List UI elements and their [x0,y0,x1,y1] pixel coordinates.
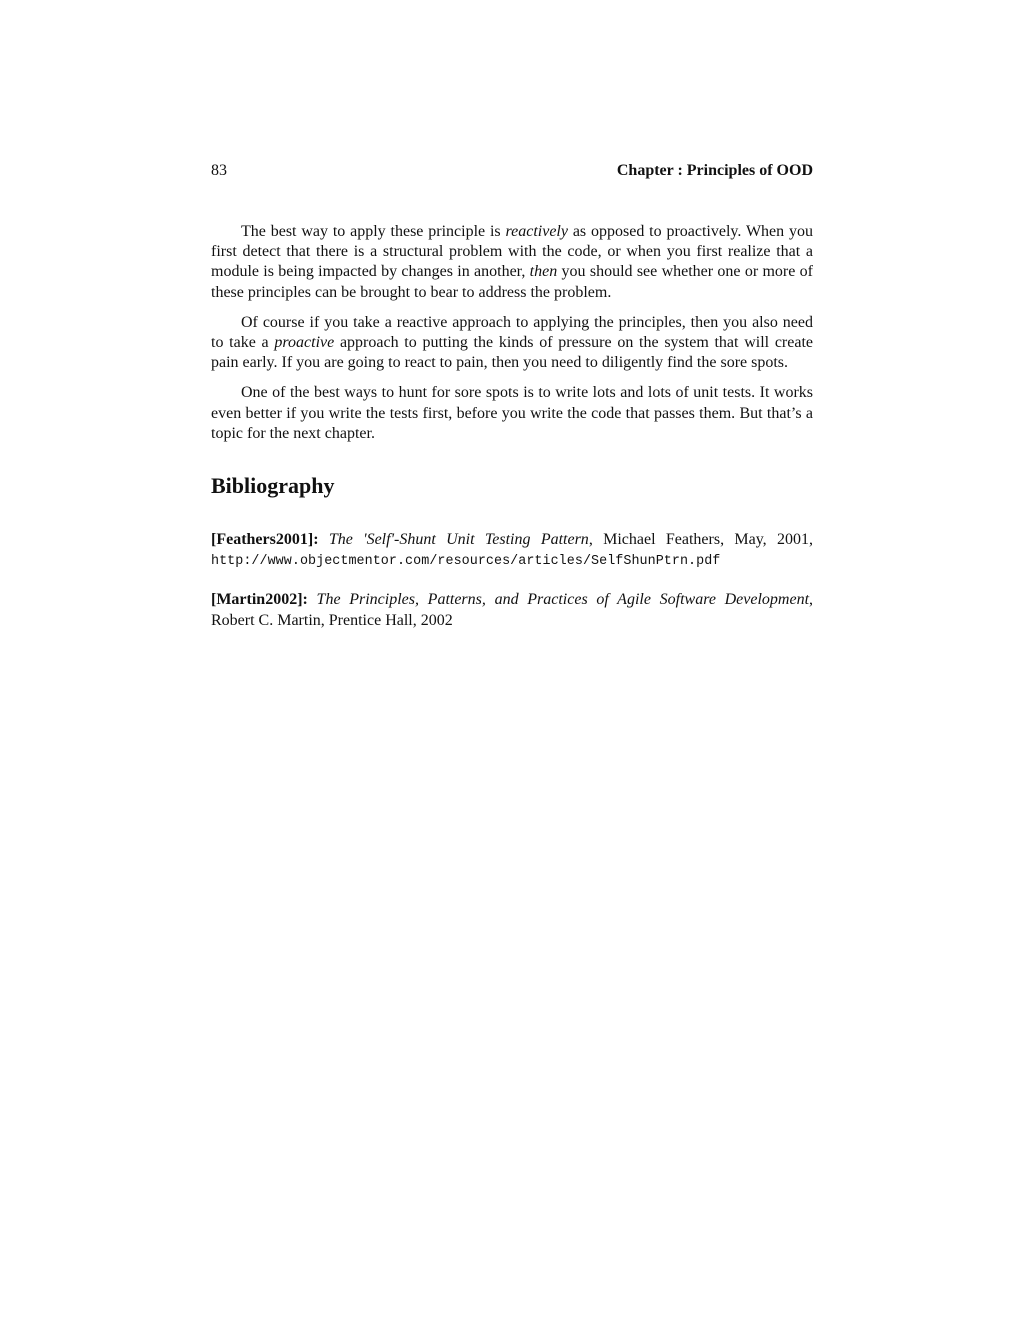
body-text [211,222,813,444]
emphasis-then: then [529,263,558,281]
paragraph-text: as opposed to proactively. When you first detect that there is a structural problem with the code, or when you first realize that a module is being impacted by changes in another, [211,223,813,281]
paragraph-proactive-approach [211,313,813,374]
chapter-title: Chapter : Principles of OOD [616,162,813,179]
paragraph-text: approach to putting the kinds of pressure on the system that will create pain early. If you are going to react to pain, then you need to diligently find the sore spots. [211,334,814,372]
document-page [211,160,813,631]
citation-details: , Michael Feathers, May, 2001, [588,531,813,549]
citation-key: [Martin2002]: [211,591,308,609]
citation-key: [Feathers2001]: [211,531,319,549]
emphasis-reactively: reactively [505,223,568,240]
running-header [211,160,813,184]
page-number: 83 [211,162,227,179]
citation-details: , Robert C. Martin, Prentice Hall, 2002 [211,591,814,629]
paragraph-unit-tests [211,383,813,444]
emphasis-proactive: proactive [274,334,335,352]
citation-title: The Principles, Patterns, and Practices of Agile Software Development [316,591,810,609]
bibliography-entry-martin2002 [211,590,813,630]
bibliography-entry-feathers2001 [211,530,813,572]
paragraph-text: The best way to apply these principle is [241,223,506,240]
citation-title: The 'Self'-Shunt Unit Testing Pattern [328,531,589,549]
bibliography-heading: Bibliography [211,473,335,499]
paragraph-text: Of course if you take a reactive approach to applying the principles, then you also need to take a [211,313,813,352]
paragraph-text: you should see whether one or more of these principles can be brought to bear to address the problem. [211,263,813,301]
paragraph-reactive-approach [211,222,813,303]
paragraph-text: One of the best ways to hunt for sore spots is to write lots and lots of unit tests. It works even better if you write the tests first, before you write the code that passes them. But that’s a topic for the next chapter. [211,384,813,442]
citation-url: http://www.objectmentor.com/resources/articles/SelfShunPtrn.pdf [211,554,721,570]
